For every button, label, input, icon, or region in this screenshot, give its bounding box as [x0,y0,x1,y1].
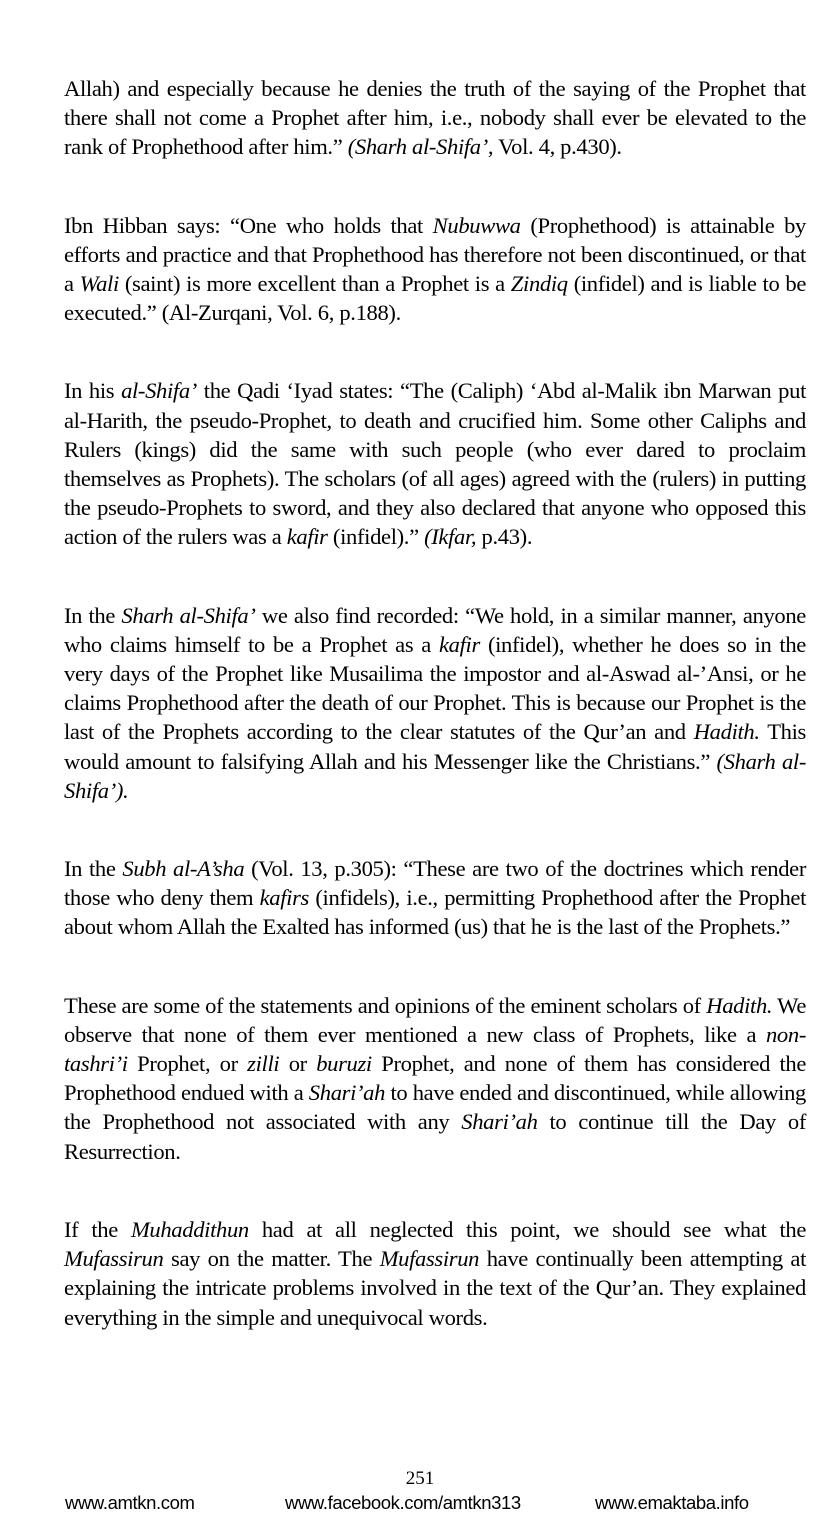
italic-term: Hadith. [693,719,760,745]
text-run: had at all neglected this point, we should see what the [248,1216,807,1242]
footer-link-facebook[interactable]: www.facebook.com/amtkn313 [285,1492,521,1513]
text-run: We observe that none of them ever mentioned a new class of Prophets, like a [64,992,806,1047]
text-run: (infidel).” [327,524,425,550]
italic-term: Wali [79,271,119,297]
footer-link-amtkn[interactable]: www.amtkn.com [65,1492,195,1513]
italic-term: Shari’ah [461,1109,538,1135]
text-run: Vol. 4, p.430). [493,134,622,160]
text-run: Prophet, or [127,1051,248,1077]
text-run: These are some of the statements and opinions of the eminent scholars of [64,992,707,1018]
text-run: If the [64,1216,131,1242]
paragraph [64,1215,806,1332]
text-run: In the [64,602,122,628]
text-run: In the [64,856,123,882]
text-run: or [279,1051,317,1077]
page-number: 251 [405,1468,435,1489]
footer-link-emaktaba[interactable]: www.emaktaba.info [595,1492,749,1513]
italic-term: Zindiq [510,271,568,297]
paragraph [64,854,806,942]
italic-term: kafir [439,631,480,657]
text-run: (infidels), i.e., permitting Prophethood after the Prophet about whom Allah the Exalted has informed (us) that he is the last of the Prophets.” [64,885,806,940]
italic-term: buruzi [316,1051,372,1077]
italic-term: kafir [286,524,328,550]
paragraph [64,376,806,551]
italic-term: Shari’ah [308,1080,386,1106]
text-run: (Prophethood) is attainable by efforts and practice and that Prophethood has therefore not been discontinued, or that a [64,212,806,297]
italic-term: Mufassirun [379,1246,480,1272]
italic-term: Subh al-A’sha [122,856,245,882]
italic-term: Sharh al-Shifa’ [121,602,256,628]
text-run: to have ended and discontinued, while allowing the Prophethood not associated with any [64,1080,806,1135]
paragraph [64,74,806,162]
paragraph [64,601,806,805]
text-run: (saint) is more excellent than a Prophet is a [118,271,511,297]
text-run: the Qadi ‘Iyad states: “The (Caliph) ‘Abd al-Malik ibn Marwan put al-Harith, the pseudo-Prophet, to death and crucified him. Some other Caliphs and Rulers (kings) did the same with such people (who ever dared to proclaim themselves as Prophets). The scholars (of all ages) agreed with the (rulers) in putting the pseudo-Prophets to sword, and they also declared that anyone who opposed this action of the rulers was a [64,378,806,550]
text-run: (Vol. 13, p.305): “These are two of the doctrines which render those who deny them [64,856,806,911]
italic-term: Hadith. [706,992,773,1018]
text-run: p.43). [476,524,533,550]
italic-term: Mufassirun [64,1246,164,1272]
italic-term: (Sharh al-Shifa’, [347,134,494,160]
text-run: Ibn Hibban says: “One who holds that [64,212,433,238]
text-run: Prophet, and none of them has considered the Prophethood endued with a [64,1051,807,1106]
page-body-text [64,74,806,1381]
italic-term: non-tashri’i [64,1021,806,1077]
text-run: to continue till the Day of Resurrection. [64,1109,806,1164]
italic-term: al-Shifa’ [121,378,197,404]
italic-term: kafirs [259,885,309,911]
italic-term: (Ikfar, [424,524,477,550]
text-run: we also find recorded: “We hold, in a similar manner, anyone who claims himself to be a Prophet as a [64,602,806,657]
italic-term: Nubuwwa [432,212,521,238]
text-run: say on the matter. The [163,1246,380,1272]
text-run: Allah) and especially because he denies the truth of the saying of the Prophet that there shall not come a Prophet after him, i.e., nobody shall ever be elevated to the rank of Prophethood after him.” [64,76,806,160]
text-run: This would amount to falsifying Allah and his Messenger like the Christians.” [64,719,806,774]
italic-term: (Sharh al-Shifa’). [64,748,807,803]
text-run: have continually been attempting at explaining the intricate problems involved in the text of the Qur’an. They explained everything in the simple and unequivocal words. [64,1246,806,1330]
paragraph [64,991,806,1166]
text-run: (infidel), whether he does so in the very days of the Prophet like Musailima the impostor and al-Aswad al-’Ansi, or he claims Prophethood after the death of our Prophet. This is because our Prophet is the last of the Prophets according to the clear statutes of the Qur’an and [64,631,806,745]
paragraph [64,211,806,328]
italic-term: Muhaddithun [130,1216,249,1242]
italic-term: zilli [247,1051,280,1077]
text-run: In his [64,378,122,404]
text-run: (infidel) and is liable to be executed.” (Al-Zurqani, Vol. 6, p.188). [64,271,806,326]
